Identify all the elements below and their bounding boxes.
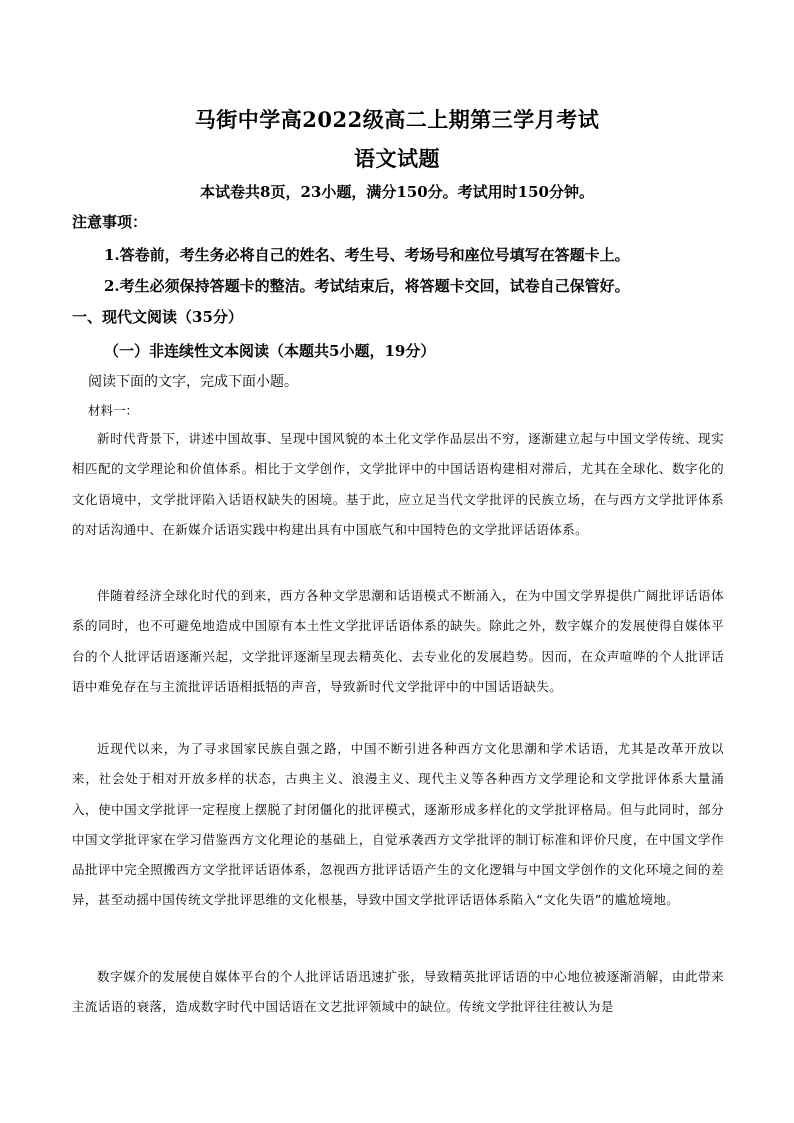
passage-paragraph: 数字媒介的发展使自媒体平台的个人批评话语迅速扩张，导致精英批评话语的中心地位被逐渐消解，由此带来主流话语的衰落，造成数字时代中国话语在文艺批评领域中的缺位。传统文学批评往往被认为是 xyxy=(72,969,724,1015)
passage-paragraph: 新时代背景下，讲述中国故事、呈现中国风貌的本土化文学作品层出不穷，逐渐建立起与中国文学传统、现实相匹配的文学理论和价值体系。相比于文学创作，文学批评中的中国话语构建相对滞后，尤其在全球化、数字化的文化语境中，文学批评陷入话语权缺失的困境。基于此，应立足当代文学批评的民族立场，在与西方文学批评体系的对话沟通中、在新媒介话语实践中构建出具有中国底气和中国特色的文学批评话语体系。 xyxy=(72,431,724,537)
exam-info: 本试卷共8页，23小题，满分150分。考试用时150分钟。 xyxy=(200,183,594,201)
exam-title: 马街中学高2022级高二上期第三学月考试 xyxy=(194,107,600,132)
notes-heading: 注意事项： xyxy=(72,213,148,231)
section-title: 一、现代文阅读（35分） xyxy=(72,308,243,326)
note-item: 1.答卷前，考生务必将自己的姓名、考生号、考场号和座位号填写在答题卡上。 xyxy=(104,246,630,264)
note-item: 2.考生必须保持答题卡的整洁。考试结束后，将答题卡交回，试卷自己保管好。 xyxy=(104,277,630,295)
subject-title: 语文试题 xyxy=(354,146,440,171)
passage-paragraph: 伴随着经济全球化时代的到来，西方各种文学思潮和话语模式不断涌入，在为中国文学界提供广阔批评话语体系的同时，也不可避免地造成中国原有本土性文学批评话语体系的缺失。除此之外，数字媒介的发展使得自媒体平台的个人批评话语逐渐兴起，文学批评逐渐呈现去精英化、去专业化的发展趋势。因而，在众声喧哗的个人批评话语中难免存在与主流批评话语相抵牾的声音，导致新时代文学批评中的中国话语缺失。 xyxy=(72,588,724,694)
passage-paragraph: 近现代以来，为了寻求国家民族自强之路，中国不断引进各种西方文化思潮和学术话语，尤其是改革开放以来，社会处于相对开放多样的状态，古典主义、浪漫主义、现代主义等各种西方文学理论和文学批评体系大量涌入，使中国文学批评一定程度上摆脱了封闭僵化的批评模式，逐渐形成多样化的文学批评格局。但与此同时，部分中国文学批评家在学习借鉴西方文化理论的基础上，自觉承袭西方文学批评的制订标准和评价尺度，在中国文学作品批评中完全照搬西方文学批评话语体系，忽视西方批评话语产生的文化逻辑与中国文学创作的文化环境之间的差异，甚至动摇中国传统文学批评思维的文化根基，导致中国文学批评话语体系陷入“文化失语”的尴尬境地。 xyxy=(72,741,724,908)
subsection-title: （一）非连续性文本阅读（本题共5小题，19分） xyxy=(104,342,436,360)
material-label: 材料一： xyxy=(88,403,139,418)
reading-instruction: 阅读下面的文字，完成下面小题。 xyxy=(88,374,298,390)
